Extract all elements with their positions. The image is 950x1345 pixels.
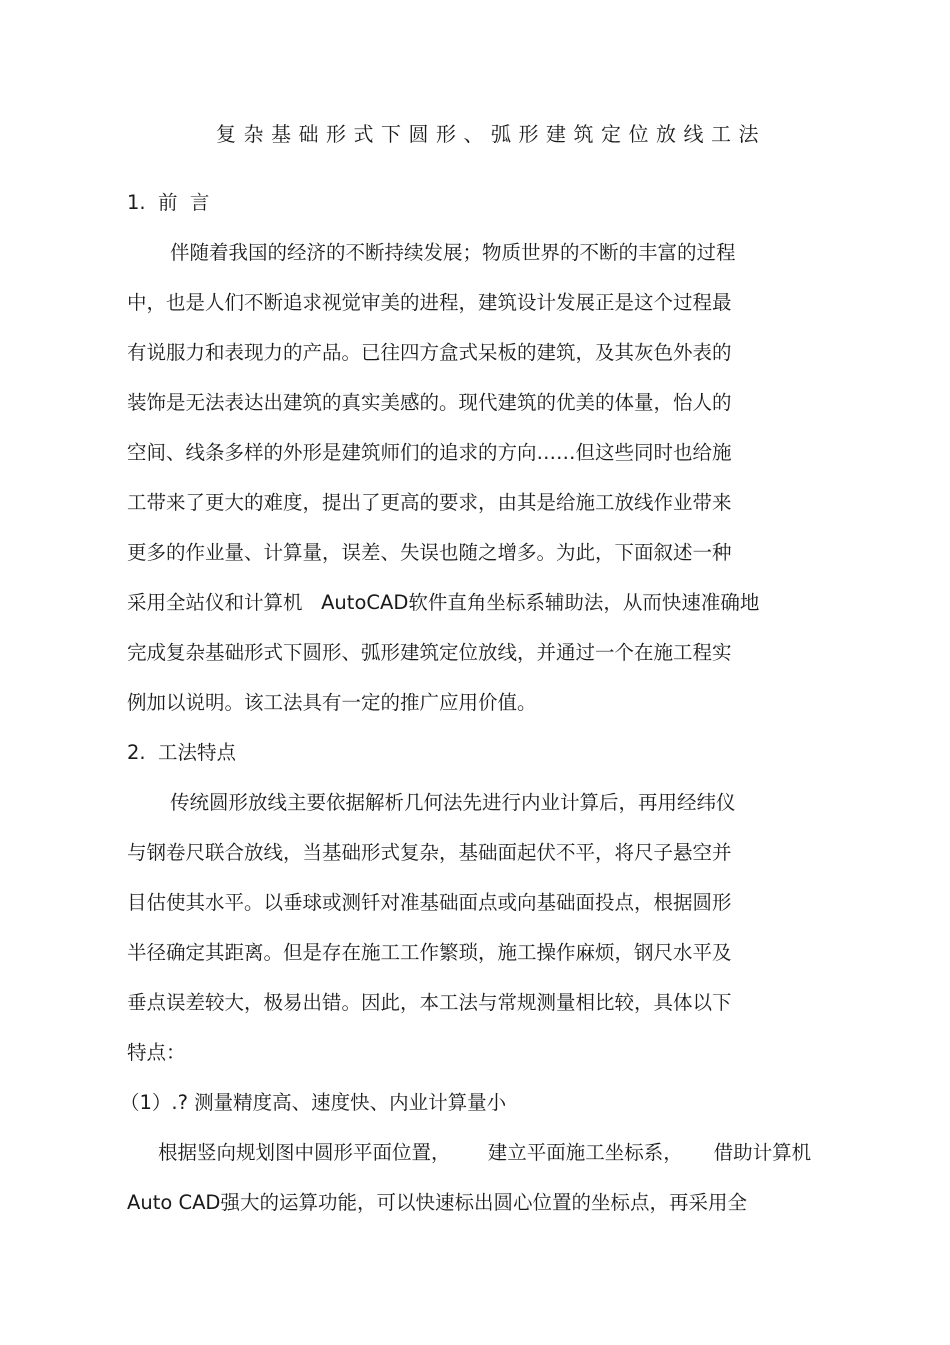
- paragraph-line: 特点：: [127, 1041, 186, 1064]
- paragraph-line: 目估使其水平。以垂球或测钎对准基础面点或向基础面投点，根据圆形: [127, 891, 732, 914]
- paragraph-line: 与钢卷尺联合放线，当基础形式复杂，基础面起伏不平，将尺子悬空并: [127, 841, 732, 864]
- section-heading-2: 2. 工法特点: [127, 741, 237, 764]
- paragraph-line: 装饰是无法表达出建筑的真实美感的。现代建筑的优美的体量，怡人的: [127, 391, 732, 414]
- paragraph-line: 根据竖向规划图中圆形平面位置， 建立平面施工坐标系， 借助计算机: [158, 1141, 812, 1164]
- paragraph-line: 工带来了更大的难度，提出了更高的要求，由其是给施工放线作业带来: [127, 491, 732, 514]
- paragraph-line: 更多的作业量、计算量，误差、失误也随之增多。为此，下面叙述一种: [127, 541, 732, 564]
- paragraph-line: 完成复杂基础形式下圆形、弧形建筑定位放线，并通过一个在施工程实: [127, 641, 732, 664]
- paragraph-line: 伴随着我国的经济的不断持续发展；物质世界的不断的丰富的过程: [170, 241, 736, 264]
- page-title: 复杂基础形式下圆形、弧形建筑定位放线工法: [216, 122, 766, 146]
- paragraph-line: 采用全站仪和计算机 AutoCAD软件直角坐标系辅助法，从而快速准确地: [127, 591, 760, 614]
- subsection-heading: （1）.? 测量精度高、速度快、内业计算量小: [120, 1091, 507, 1114]
- paragraph-line: 传统圆形放线主要依据解析几何法先进行内业计算后，再用经纬仪: [170, 791, 736, 814]
- paragraph-line: Auto CAD强大的运算功能，可以快速标出圆心位置的坐标点，再采用全: [127, 1191, 747, 1214]
- section-heading-1: 1. 前 言: [127, 191, 210, 214]
- paragraph-line: 空间、线条多样的外形是建筑师们的追求的方向……但这些同时也给施: [127, 441, 732, 464]
- paragraph-line: 有说服力和表现力的产品。已往四方盒式呆板的建筑，及其灰色外表的: [127, 341, 732, 364]
- paragraph-line: 半径确定其距离。但是存在施工工作繁琐，施工操作麻烦，钢尺水平及: [127, 941, 732, 964]
- paragraph-line: 例加以说明。该工法具有一定的推广应用价值。: [127, 691, 537, 714]
- paragraph-line: 中，也是人们不断追求视觉审美的进程，建筑设计发展正是这个过程最: [127, 291, 732, 314]
- paragraph-line: 垂点误差较大，极易出错。因此，本工法与常规测量相比较，具体以下: [127, 991, 732, 1014]
